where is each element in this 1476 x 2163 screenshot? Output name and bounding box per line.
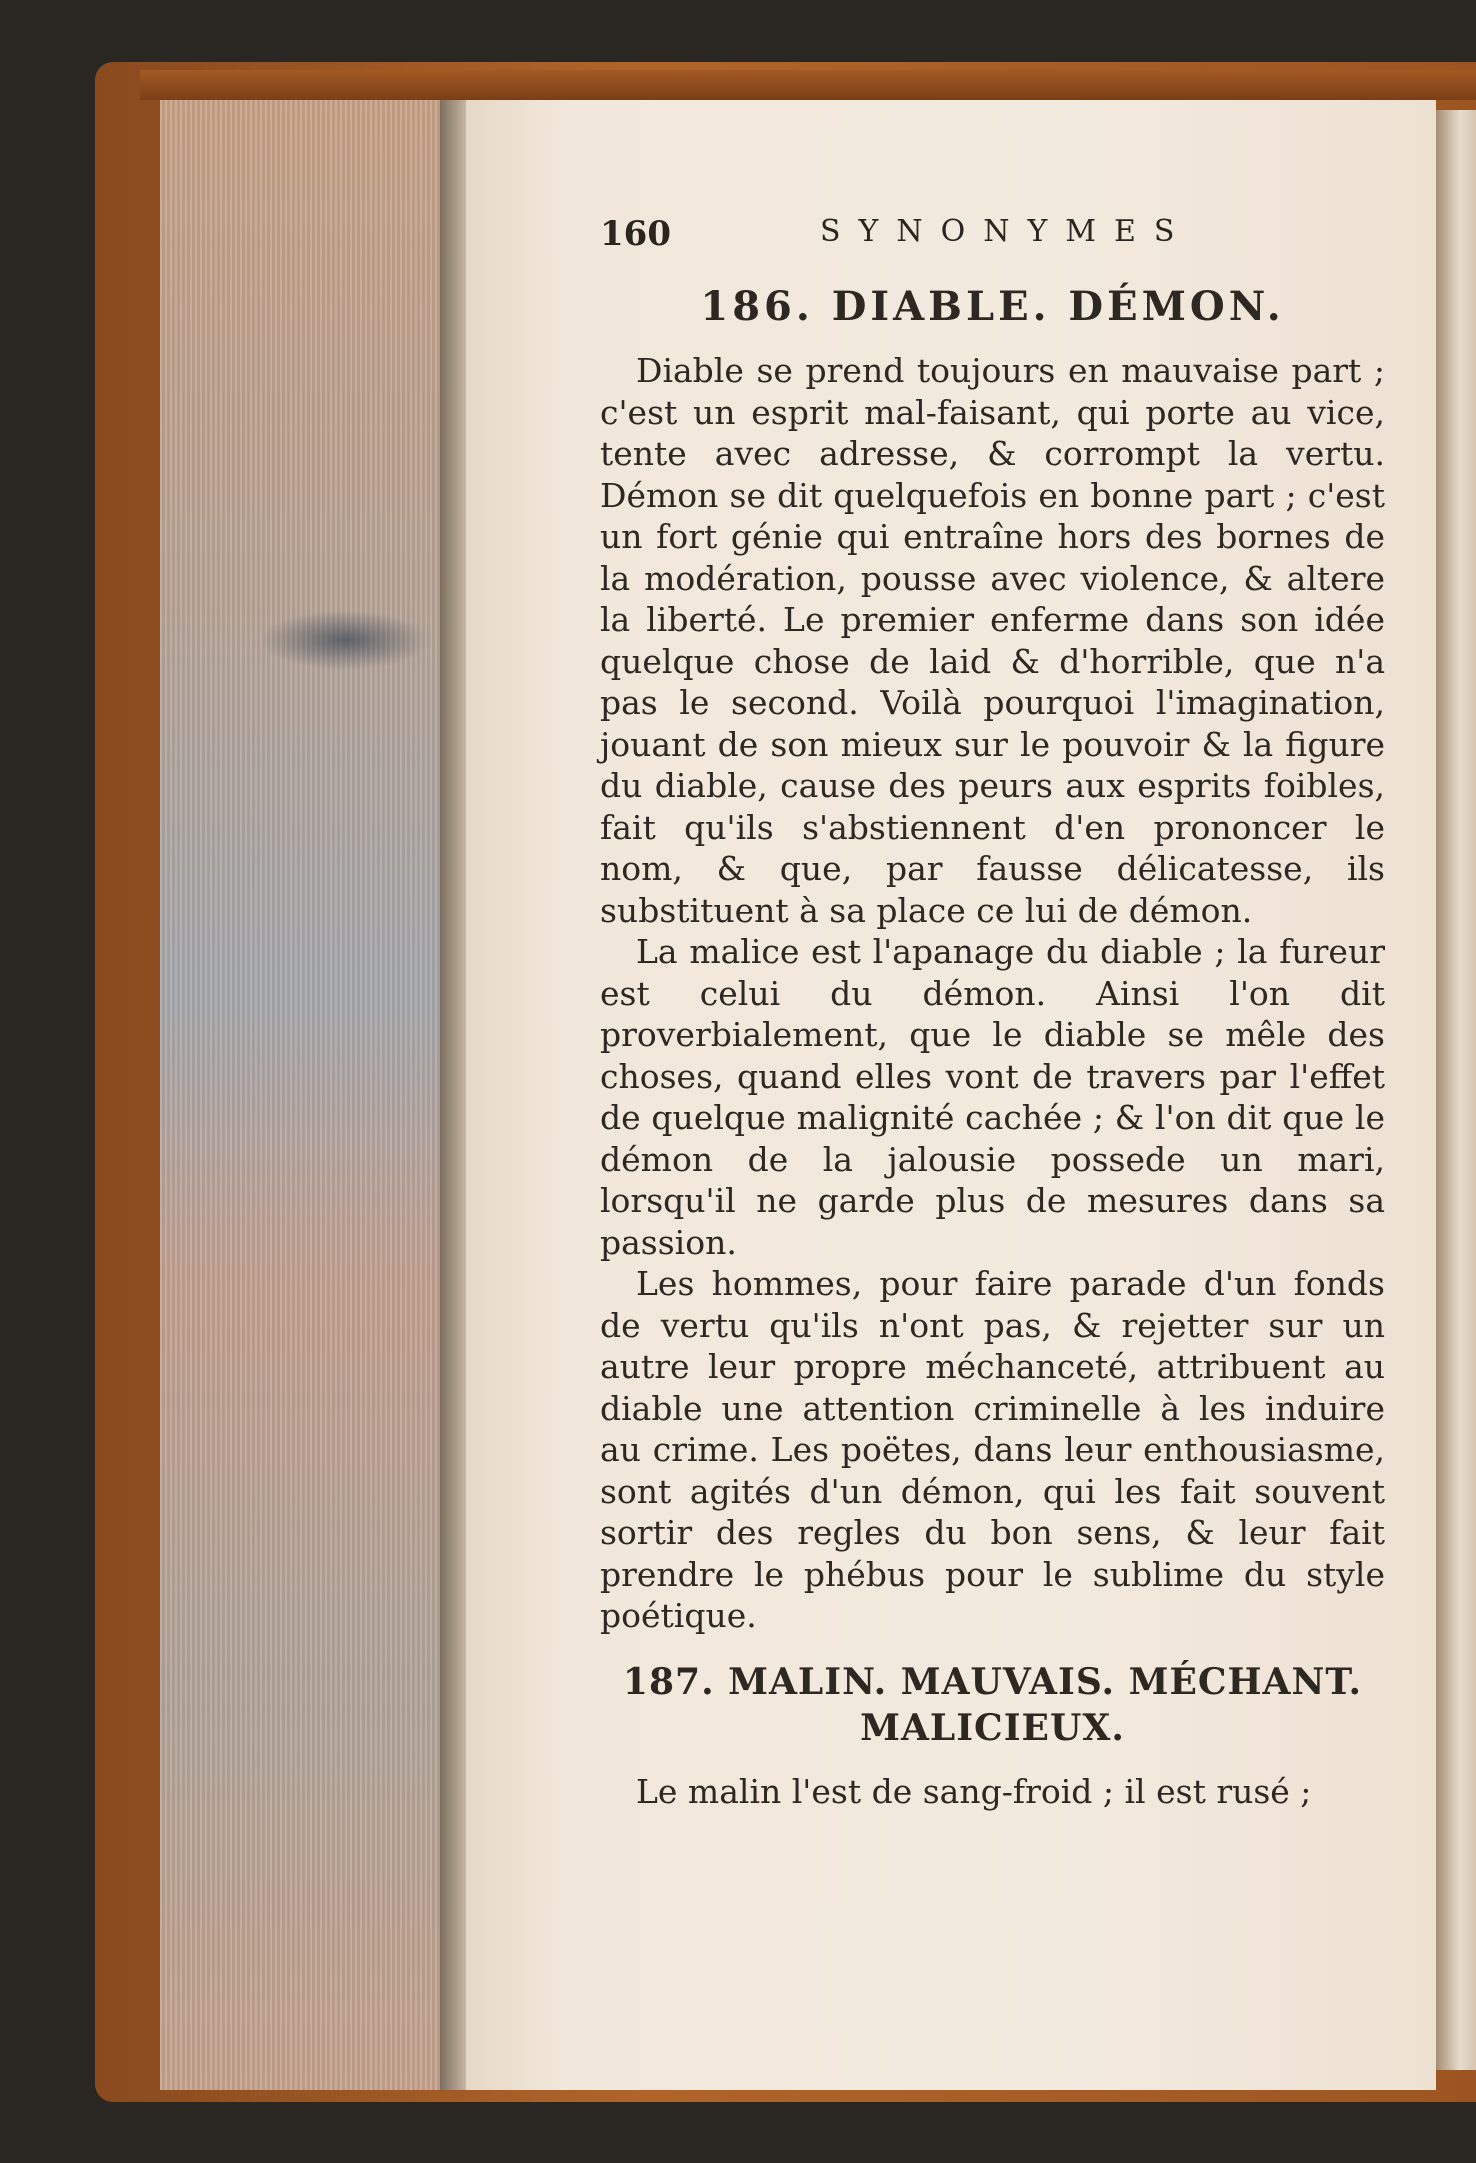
article-187-title [600, 1659, 1385, 1751]
article-187-title-line-2: MALICIEUX. [860, 1706, 1125, 1749]
article-187-title-line-1: 187. MALIN. MAUVAIS. MÉCHANT. [622, 1660, 1363, 1703]
page-header [600, 214, 1360, 264]
article-186-paragraph-3: Les hommes, pour faire parade d'un fonds de vertu qu'ils n'ont pas, & rejetter sur un autre leur propre méchanceté, attribuent au diable une attention criminelle à les induire au crime. Les poëtes, dans leur enthousiasme, sont agités d'un démon, qui les fait souvent sortir des regles du bon sens, & leur fait prendre le phébus pour le sublime du style poétique. [600, 1264, 1385, 1635]
running-head: SYNONYMES [820, 214, 1193, 249]
page-gutter [440, 100, 468, 2090]
cover-top-edge [140, 70, 1476, 100]
page-number: 160 [600, 214, 671, 254]
article-186-paragraph-1: Diable se prend toujours en mauvaise part ; c'est un esprit mal-faisant, qui porte au vice, tente avec adresse, & corrompt la vertu. Démon se dit quelquefois en bonne part ; c'est un fort génie qui entraîne hors des bornes de la modération, pousse avec violence, & altere la liberté. Le premier enferme dans son idée quelque chose de laid & d'horrible, que n'a pas le second. Voilà pourquoi l'imagination, jouant de son mieux sur le pouvoir & la figure du diable, cause des peurs aux esprits foibles, fait qu'ils s'abstiennent d'en prononcer le nom, & que, par fausse délicatesse, ils substituent à sa place ce lui de démon. [600, 351, 1385, 930]
article-186-paragraph-2: La malice est l'apanage du diable ; la fureur est celui du démon. Ainsi l'on dit proverbialement, que le diable se mêle des choses, quand elles vont de travers par l'effet de quelque malignité cachée ; & l'on dit que le démon de la jalousie possede un mari, lorsqu'il ne garde plus de mesures dans sa passion. [600, 932, 1385, 1262]
facing-page-edge [1436, 110, 1476, 2070]
page-text [600, 280, 1385, 1845]
article-186-title: 186. DIABLE. DÉMON. [700, 283, 1285, 330]
edge-stain [260, 610, 430, 670]
page-edges [160, 100, 445, 2090]
article-187-first-line: Le malin l'est de sang-froid ; il est rusé ; [636, 1771, 1312, 1811]
